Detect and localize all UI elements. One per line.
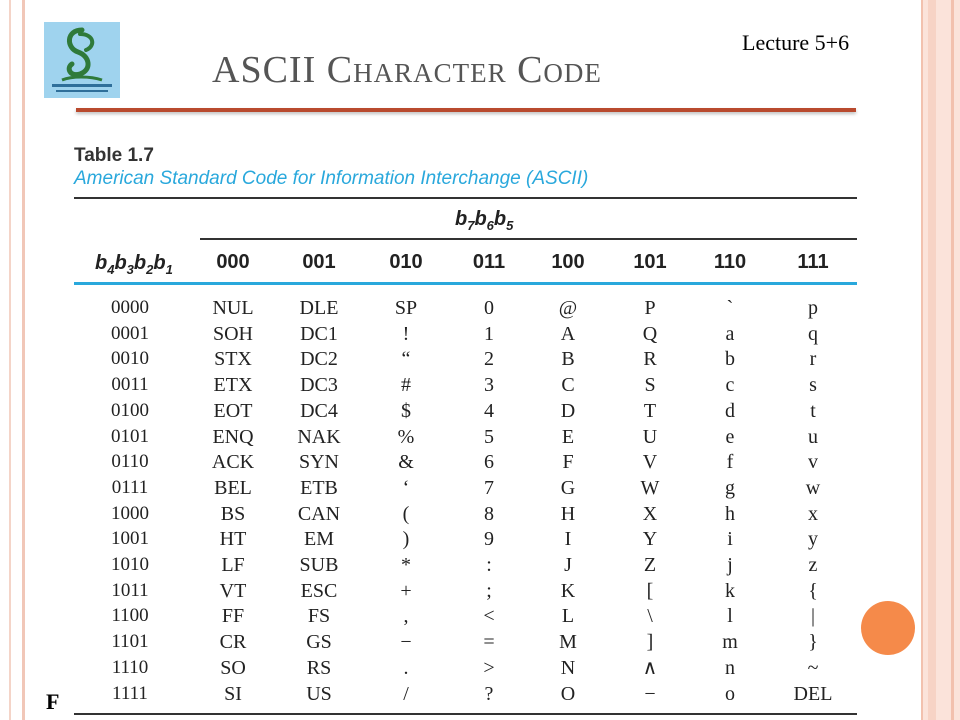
table-cell: SP: [394, 297, 418, 319]
table-cell: 8: [484, 502, 494, 525]
table-cell: x: [808, 502, 818, 525]
row-code: 0001: [111, 322, 149, 344]
table-cell: l: [727, 605, 733, 628]
table-cell: −: [400, 631, 412, 654]
table-cell: W: [640, 476, 660, 499]
column-header-101: 101: [633, 251, 667, 273]
table-cell: ∧: [642, 656, 658, 679]
table-cell: DC2: [300, 348, 338, 371]
table-cell: FF: [221, 605, 245, 628]
table-cell: US: [306, 682, 332, 705]
row-code: 1110: [111, 656, 149, 678]
table-cell: #: [401, 374, 411, 397]
table-cell: ): [402, 528, 410, 551]
table-top-rule: [74, 197, 857, 199]
table-cell: !: [402, 322, 410, 345]
row-code: 0111: [111, 476, 149, 498]
table-cell: 1: [484, 322, 494, 345]
table-cell: A: [560, 322, 576, 345]
table-cell: }: [808, 631, 818, 654]
orange-circle-icon: [861, 601, 915, 655]
row-code: 1100: [111, 605, 149, 627]
table-cell: SOH: [212, 322, 253, 345]
table-cell: Z: [643, 554, 657, 576]
column-header-011: 011: [472, 251, 506, 273]
table-cell: `: [726, 297, 734, 319]
row-code: 0000: [111, 297, 149, 318]
table-cell: STX: [214, 348, 252, 371]
table-cell: b: [725, 348, 735, 371]
title-divider: [76, 108, 856, 112]
table-cell: “: [401, 348, 411, 371]
table-cell: DC4: [300, 399, 338, 422]
table-cell: D: [560, 399, 576, 422]
row-code: 0110: [111, 451, 149, 473]
row-code: 0101: [111, 425, 149, 447]
table-cell: r: [809, 348, 817, 371]
row-code: 1000: [111, 502, 149, 524]
table-cell: T: [643, 399, 657, 422]
footer-letter: F: [46, 689, 60, 714]
table-cell: u: [808, 425, 818, 448]
table-cell: X: [642, 502, 658, 525]
table-cell: M: [559, 631, 577, 654]
table-cell: L: [561, 605, 575, 628]
lecture-label: Lecture 5+6: [742, 30, 850, 55]
table-cell: DC1: [300, 322, 338, 345]
table-cell: 5: [484, 425, 494, 448]
table-cell: G: [560, 476, 576, 499]
table-cell: VT: [219, 579, 247, 602]
column-header-010: 010: [389, 251, 423, 273]
row-group-label: [95, 252, 173, 277]
table-cell: (: [402, 502, 410, 525]
table-cell: EM: [304, 528, 334, 551]
table-cell: *: [401, 554, 411, 576]
table-cell: DC3: [300, 374, 338, 397]
left-page-border: [0, 0, 25, 720]
row-code: 1011: [111, 579, 149, 601]
table-cell: d: [725, 399, 735, 422]
table-cell: ETX: [213, 374, 253, 397]
table-cell: ACK: [211, 451, 255, 474]
table-cell: ,: [403, 605, 409, 628]
column-header-001: 001: [302, 251, 336, 273]
table-cell: c: [725, 374, 735, 397]
table-cell: :: [486, 554, 492, 576]
table-cell: DLE: [299, 297, 339, 319]
table-cell: NUL: [212, 297, 254, 319]
right-page-border: [922, 0, 960, 720]
table-cell: h: [725, 502, 735, 525]
table-cell: 3: [484, 374, 494, 397]
table-cell: I: [564, 528, 572, 551]
table-cell: g: [725, 476, 735, 499]
column-header-000: 000: [216, 251, 250, 273]
table-cell: SI: [224, 682, 242, 705]
table-cell: S: [644, 374, 656, 397]
column-header-110: 110: [713, 251, 747, 273]
table-cell: q: [808, 322, 818, 345]
table-cell: f: [726, 451, 734, 474]
table-cell: ?: [484, 682, 494, 705]
table-cell: z: [808, 554, 818, 576]
table-cell: [: [646, 579, 654, 602]
table-cell: CAN: [297, 502, 341, 525]
table-cell: <: [483, 605, 495, 628]
row-code: 0010: [111, 348, 149, 370]
table-cell: Y: [642, 528, 658, 551]
table-cell: CR: [219, 631, 247, 654]
table-cell: =: [483, 631, 495, 654]
column-header-111: 111: [797, 251, 829, 273]
table-cell: t: [810, 399, 816, 422]
table-cell: ENQ: [212, 425, 254, 448]
table-cell: O: [560, 682, 576, 705]
table-cell: i: [727, 528, 733, 551]
row-code: 1101: [111, 631, 149, 653]
table-cell: V: [642, 451, 658, 474]
table-cell: DEL: [793, 682, 833, 705]
table-cell: K: [560, 579, 576, 602]
table-cell: 9: [484, 528, 494, 551]
column-group-label: [455, 208, 513, 233]
table-cell: k: [725, 579, 735, 602]
table-cell: >: [483, 656, 495, 679]
right-border-line: [951, 0, 954, 720]
university-logo-icon: [44, 22, 120, 98]
table-cell: SUB: [299, 554, 339, 576]
table-cell: s: [809, 374, 817, 397]
table-cell: ]: [646, 631, 654, 654]
table-cell: GS: [306, 631, 332, 654]
row-code: 1001: [111, 528, 149, 550]
table-cell: o: [725, 682, 735, 705]
table-cell: F: [562, 451, 574, 474]
table-cell: %: [397, 425, 415, 448]
table-cell: ESC: [300, 579, 338, 602]
table-cell: N: [560, 656, 576, 679]
table-cell: p: [808, 297, 818, 319]
table-cell: 6: [484, 451, 494, 474]
table-cell: /: [403, 682, 409, 705]
table-cell: −: [644, 682, 656, 705]
row-code: 0100: [111, 399, 149, 421]
table-cell: U: [642, 425, 658, 448]
table-cell: n: [725, 656, 735, 679]
table-cell: .: [403, 656, 409, 679]
row-group-label-text: $b_4b_3b_2b_1$: [95, 252, 173, 277]
table-cell: {: [808, 579, 818, 602]
table-cell: NAK: [297, 425, 341, 448]
table-header-rule: [74, 282, 857, 285]
table-cell: y: [808, 528, 818, 551]
table-group-rule: [200, 238, 857, 240]
table-cell: ‘: [402, 476, 410, 499]
table-cell: ETB: [300, 476, 338, 499]
table-cell: BEL: [214, 476, 252, 499]
table-cell: R: [643, 348, 657, 371]
table-cell: B: [561, 348, 575, 371]
column-group-label-text: $b_7b_6b_5$: [455, 208, 514, 233]
table-cell: e: [725, 425, 735, 448]
page-title: [212, 48, 602, 92]
table-cell: FS: [307, 605, 331, 628]
table-cell: 2: [484, 348, 494, 371]
table-cell: &: [398, 451, 414, 474]
table-cell: |: [810, 605, 815, 628]
row-code: 1111: [112, 682, 148, 704]
table-cell: H: [560, 502, 576, 525]
page-title-text: ASCII Character Code: [212, 49, 602, 91]
table-cell: 4: [484, 399, 494, 422]
table-cell: ;: [486, 579, 492, 602]
table-cell: 7: [484, 476, 494, 499]
table-cell: BS: [220, 502, 246, 525]
table-cell: P: [644, 297, 656, 319]
row-code: 1010: [111, 554, 149, 575]
table-cell: a: [725, 322, 735, 345]
table-cell: @: [558, 297, 578, 319]
table-caption: American Standard Code for Information Interchange (ASCII): [74, 168, 589, 189]
table-number: Table 1.7: [74, 145, 154, 166]
left-page-border-line: [9, 0, 11, 720]
table-cell: EOT: [213, 399, 253, 422]
table-bottom-rule: [74, 713, 857, 715]
table-cell: ~: [807, 656, 819, 679]
table-cell: m: [722, 631, 738, 654]
table-cell: 0: [484, 297, 494, 319]
table-cell: HT: [219, 528, 247, 551]
table-cell: $: [401, 399, 411, 422]
table-cell: Q: [642, 322, 658, 345]
row-code: 0011: [111, 374, 149, 396]
column-header-100: 100: [551, 251, 585, 273]
table-cell: v: [808, 451, 818, 474]
table-cell: j: [727, 554, 733, 576]
table-cell: C: [561, 374, 575, 397]
table-cell: SO: [220, 656, 246, 679]
table-cell: \: [647, 605, 653, 628]
table-cell: w: [805, 476, 821, 499]
right-border-band: [928, 0, 936, 720]
table-cell: J: [564, 554, 572, 576]
table-cell: LF: [221, 554, 245, 576]
table-cell: SYN: [298, 451, 339, 474]
table-cell: E: [561, 425, 575, 448]
right-border-line: [921, 0, 923, 720]
table-cell: RS: [306, 656, 332, 679]
table-cell: +: [400, 579, 412, 602]
